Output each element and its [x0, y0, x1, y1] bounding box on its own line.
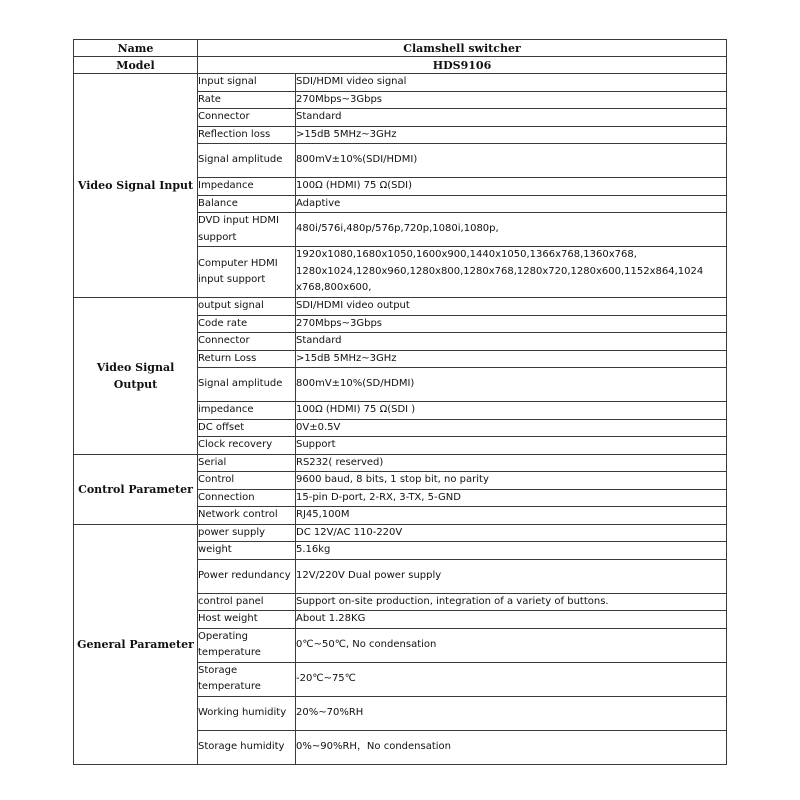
spec-label: Storage temperature	[198, 662, 296, 696]
spec-value: About 1.28KG	[296, 611, 727, 629]
spec-value: 480i/576i,480p/576p,720p,1080i,1080p,	[296, 213, 727, 247]
spec-value: Standard	[296, 109, 727, 127]
spec-label: Impedance	[198, 178, 296, 196]
spec-value: 100Ω (HDMI) 75 Ω(SDI)	[296, 178, 727, 196]
name-value: Clamshell switcher	[198, 40, 727, 57]
spec-value: DC 12V/AC 110-220V	[296, 524, 727, 542]
spec-label: Reflection loss	[198, 126, 296, 144]
spec-value: 12V/220V Dual power supply	[296, 559, 727, 593]
spec-value: Support	[296, 437, 727, 455]
spec-value: -20℃~75℃	[296, 662, 727, 696]
spec-value: Standard	[296, 333, 727, 351]
spec-value: 0℃~50℃, No condensation	[296, 628, 727, 662]
name-label: Name	[74, 40, 198, 57]
table-row	[74, 454, 727, 472]
spec-label: Storage humidity	[198, 730, 296, 764]
spec-label: Clock recovery	[198, 437, 296, 455]
spec-label: Working humidity	[198, 696, 296, 730]
model-value: HDS9106	[198, 57, 727, 74]
spec-value: RS232( reserved)	[296, 454, 727, 472]
spec-label: Rate	[198, 91, 296, 109]
spec-label: Power redundancy	[198, 559, 296, 593]
table-row	[74, 74, 727, 92]
spec-value: >15dB 5MHz~3GHz	[296, 350, 727, 368]
spec-value: 15-pin D-port, 2-RX, 3-TX, 5-GND	[296, 489, 727, 507]
spec-value: RJ45,100M	[296, 507, 727, 525]
model-row	[74, 57, 727, 74]
spec-label: Connector	[198, 109, 296, 127]
section-title-general: General Parameter	[74, 524, 198, 764]
spec-label: Signal amplitude	[198, 144, 296, 178]
spec-label: weight	[198, 542, 296, 560]
spec-value: 800mV±10%(SD/HDMI)	[296, 368, 727, 402]
spec-value: Support on-site production, integration of a variety of buttons.	[296, 593, 727, 611]
spec-label: Return Loss	[198, 350, 296, 368]
spec-label: Network control	[198, 507, 296, 525]
spec-value: 100Ω (HDMI) 75 Ω(SDI )	[296, 402, 727, 420]
spec-label: Signal amplitude	[198, 368, 296, 402]
spec-value: >15dB 5MHz~3GHz	[296, 126, 727, 144]
spec-label: DC offset	[198, 419, 296, 437]
table-row	[74, 298, 727, 316]
table-row	[74, 524, 727, 542]
spec-label: Operating temperature	[198, 628, 296, 662]
spec-value: Adaptive	[296, 195, 727, 213]
section-title-video-output: Video Signal Output	[74, 298, 198, 455]
spec-table	[73, 39, 727, 765]
section-title-control: Control Parameter	[74, 454, 198, 524]
spec-label: impedance	[198, 402, 296, 420]
spec-value: 270Mbps~3Gbps	[296, 315, 727, 333]
section-title-video-input: Video Signal Input	[74, 74, 198, 298]
spec-label: Serial	[198, 454, 296, 472]
spec-value: 270Mbps~3Gbps	[296, 91, 727, 109]
spec-value: 1920x1080,1680x1050,1600x900,1440x1050,1366x768,1360x768, 1280x1024,1280x960,1280x800,1280x768,1280x720,1280x600,1152x864,1024 x768,800x600,	[296, 247, 727, 298]
spec-label: Connector	[198, 333, 296, 351]
spec-label: Input signal	[198, 74, 296, 92]
spec-label: Computer HDMI input support	[198, 247, 296, 298]
spec-value: 0%~90%RH，No condensation	[296, 730, 727, 764]
spec-label: Balance	[198, 195, 296, 213]
spec-value: 9600 baud, 8 bits, 1 stop bit, no parity	[296, 472, 727, 490]
spec-value: SDI/HDMI video signal	[296, 74, 727, 92]
spec-value: 0V±0.5V	[296, 419, 727, 437]
spec-value: SDI/HDMI video output	[296, 298, 727, 316]
spec-label: control panel	[198, 593, 296, 611]
spec-value: 800mV±10%(SDI/HDMI)	[296, 144, 727, 178]
spec-label: Host weight	[198, 611, 296, 629]
spec-label: power supply	[198, 524, 296, 542]
name-row	[74, 40, 727, 57]
spec-label: DVD input HDMI support	[198, 213, 296, 247]
spec-label: Code rate	[198, 315, 296, 333]
spec-label: Connection	[198, 489, 296, 507]
spec-value: 20%~70%RH	[296, 696, 727, 730]
model-label: Model	[74, 57, 198, 74]
spec-label: output signal	[198, 298, 296, 316]
spec-value: 5.16kg	[296, 542, 727, 560]
spec-label: Control	[198, 472, 296, 490]
